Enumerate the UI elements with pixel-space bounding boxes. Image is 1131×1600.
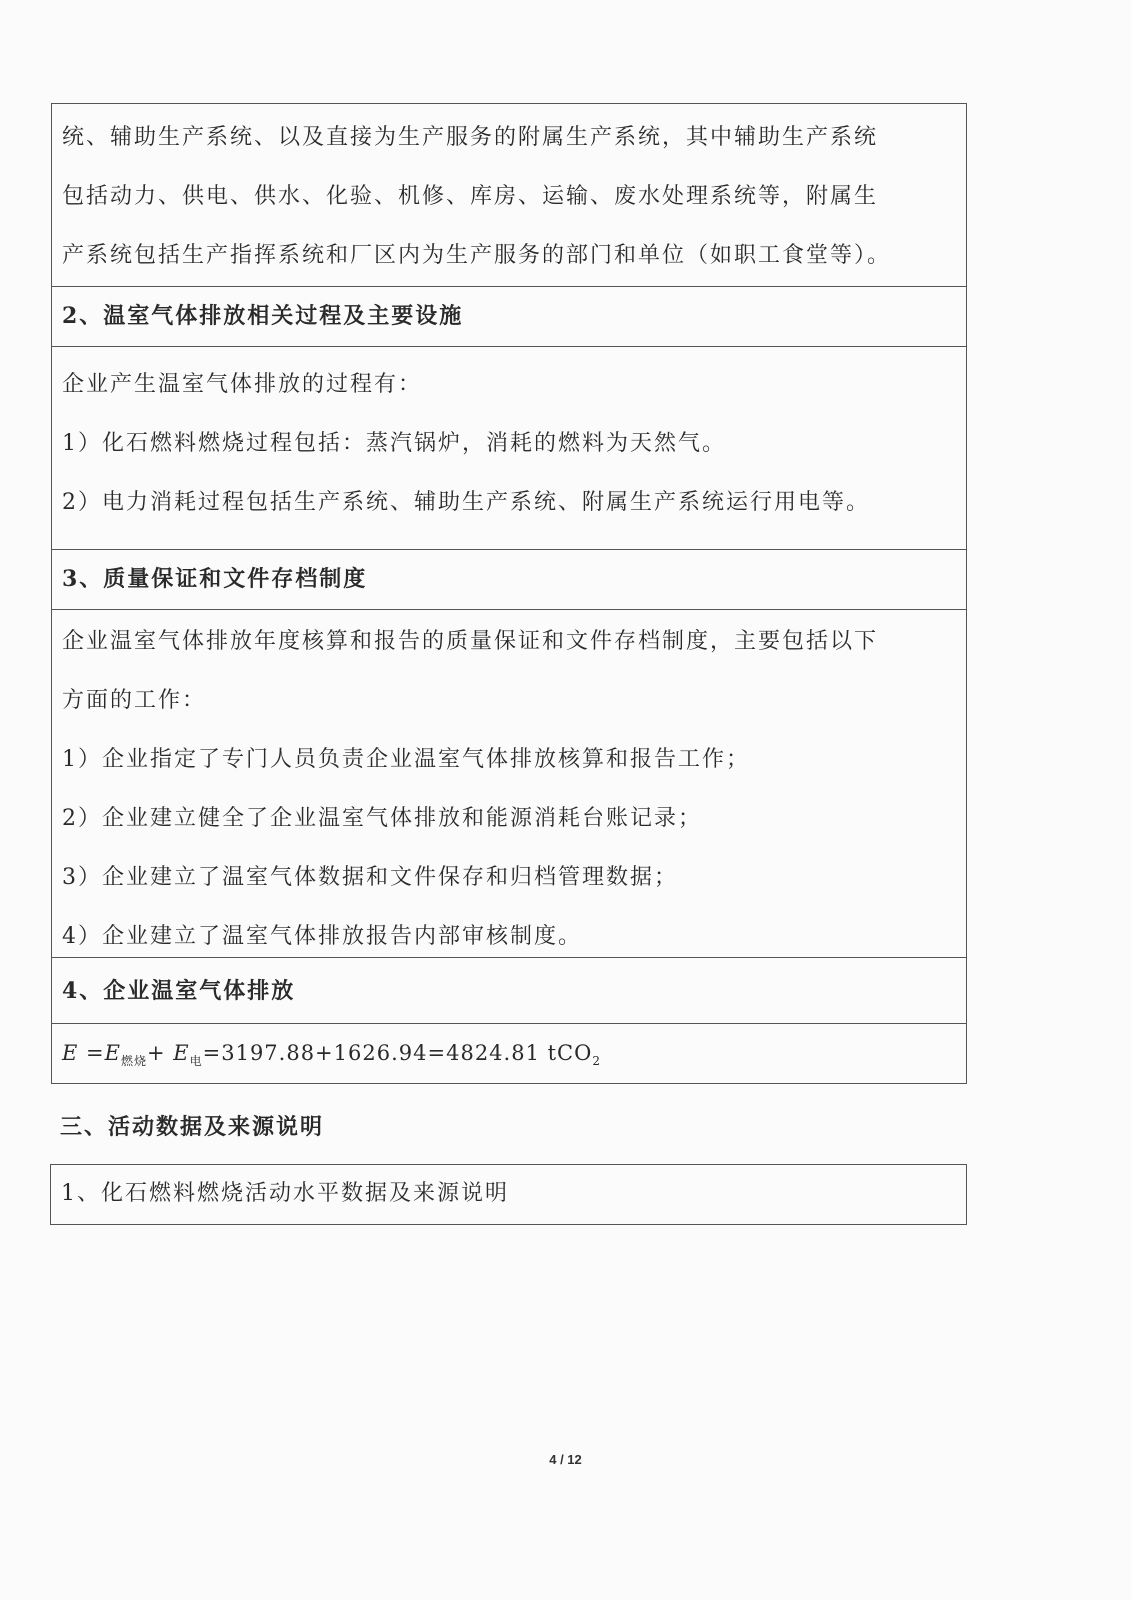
part-3-item-1-cell bbox=[51, 1165, 966, 1223]
text-line: 方面的工作： bbox=[62, 688, 207, 713]
text-line: 3）企业建立了温室气体数据和文件保存和归档管理数据； bbox=[62, 865, 678, 890]
section-4-heading: 4、企业温室气体排放 bbox=[62, 978, 296, 1004]
text-line: 企业温室气体排放年度核算和报告的质量保证和文件存档制度，主要包括以下 bbox=[62, 629, 879, 654]
formula-symbol: E bbox=[62, 1041, 79, 1065]
formula-cell bbox=[52, 1024, 966, 1083]
formula-subscript: 燃烧 bbox=[120, 1054, 147, 1069]
text-line: 2）电力消耗过程包括生产系统、辅助生产系统、附属生产系统运行用电等。 bbox=[62, 490, 870, 515]
text-line: 产系统包括生产指挥系统和厂区内为生产服务的部门和单位（如职工食堂等）。 bbox=[62, 243, 892, 268]
formula-subscript: 2 bbox=[592, 1054, 601, 1069]
text-line: 1）企业指定了专门人员负责企业温室气体排放核算和报告工作； bbox=[62, 747, 750, 772]
formula-values: =3197.88+1626.94=4824.81 tCO bbox=[202, 1041, 593, 1065]
section-2-body-cell bbox=[52, 347, 966, 550]
section-4-heading-cell bbox=[52, 958, 966, 1024]
main-table bbox=[51, 103, 967, 1084]
formula-symbol: E bbox=[104, 1041, 121, 1065]
continuation-cell bbox=[52, 104, 966, 287]
emission-formula bbox=[62, 1024, 956, 1083]
part-3-table bbox=[50, 1164, 967, 1225]
section-3-heading: 3、质量保证和文件存档制度 bbox=[62, 566, 368, 592]
text-line: 4）企业建立了温室气体排放报告内部审核制度。 bbox=[62, 924, 582, 949]
page-number: 4 / 12 bbox=[549, 1452, 582, 1467]
formula-subscript: 电 bbox=[189, 1054, 203, 1069]
formula-equals: = bbox=[78, 1041, 105, 1065]
text-line: 包括动力、供电、供水、化验、机修、库房、运输、废水处理系统等，附属生 bbox=[62, 184, 879, 209]
text-line: 1）化石燃料燃烧过程包括：蒸汽锅炉，消耗的燃料为天然气。 bbox=[62, 431, 726, 456]
formula-symbol: E bbox=[173, 1041, 190, 1065]
part-3-heading: 三、活动数据及来源说明 bbox=[60, 1114, 325, 1140]
section-3-heading-cell bbox=[52, 550, 966, 610]
section-3-body-cell bbox=[52, 610, 966, 958]
section-2-heading: 2、温室气体排放相关过程及主要设施 bbox=[62, 303, 464, 329]
text-line: 2）企业建立健全了企业温室气体排放和能源消耗台账记录； bbox=[62, 806, 702, 831]
section-2-heading-cell bbox=[52, 287, 966, 347]
formula-plus: + bbox=[146, 1041, 174, 1065]
part-3-item-1: 1、化石燃料燃烧活动水平数据及来源说明 bbox=[61, 1181, 509, 1206]
text-line: 企业产生温室气体排放的过程有： bbox=[62, 372, 423, 397]
text-line: 统、辅助生产系统、以及直接为生产服务的附属生产系统，其中辅助生产系统 bbox=[62, 125, 879, 150]
